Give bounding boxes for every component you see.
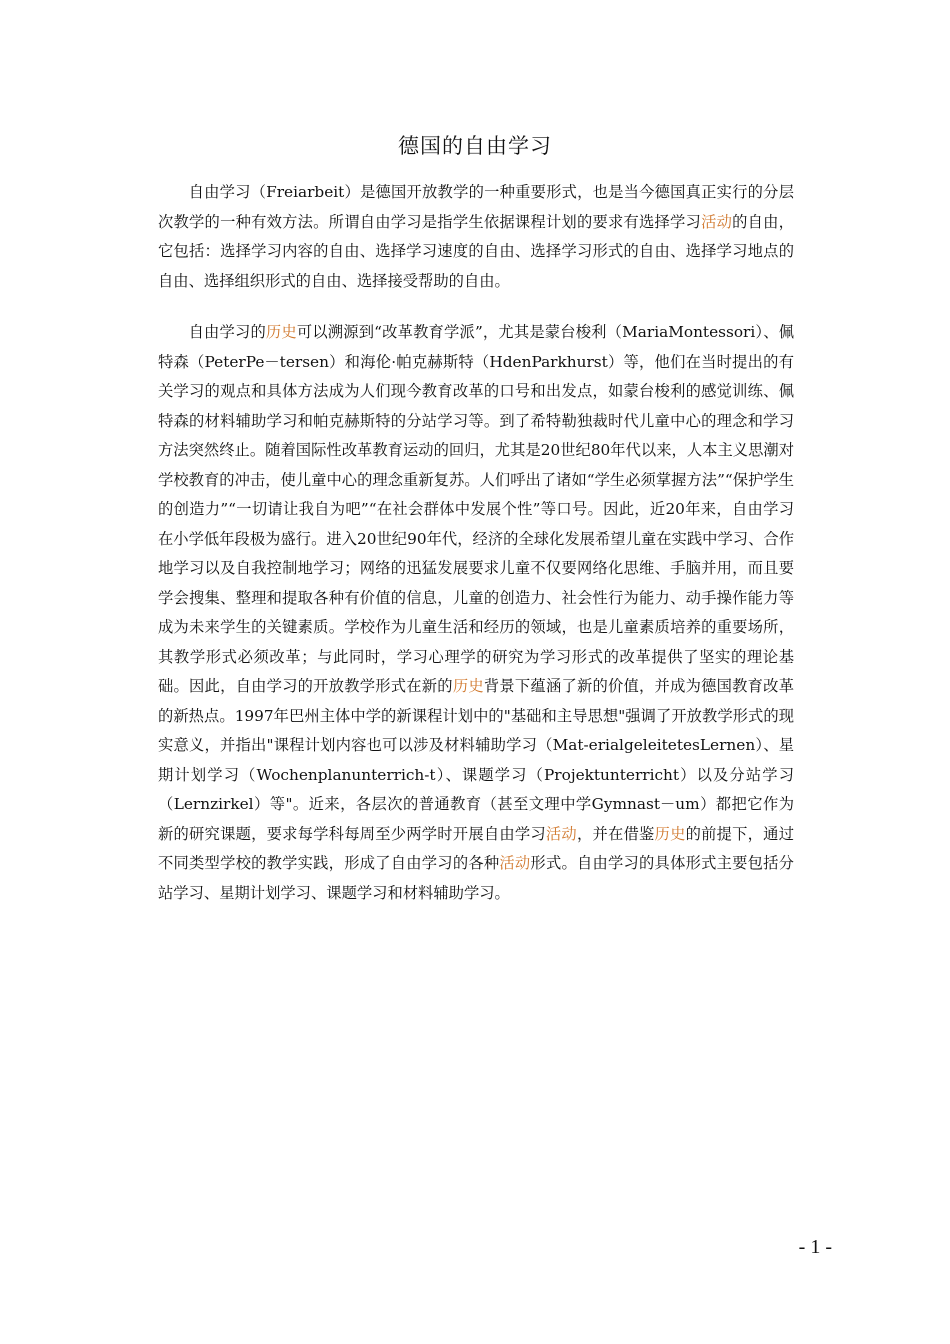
page-number: - 1 -: [798, 1236, 832, 1258]
inline-link[interactable]: 活动: [545, 824, 577, 843]
paragraph-text-run: 背景下蕴涵了新的价值，并成为德国教育改革的新热点。1997年巴州主体中学的新课程计划中的"基础和主导思想"强调了开放教学形式的现实意义，并指出"课程计划内容也可以涉及材料辅助学习（Mat-erialgeleitetesLernen）、星期计划学习（Wochenplanunterrich-t）、课题学习（Projektunterricht）以及分站学习（Lernzirkel）等"。近来，各层次的普通教育（甚至文理中学Gymnast－um）都把它作为新的研究课题，要求每学科每周至少两学时开展自由学习: [158, 677, 794, 843]
document-title: 德国的自由学习: [398, 134, 552, 158]
inline-link[interactable]: 历史: [452, 677, 484, 695]
paragraph-text-run: ，并在借鉴: [576, 824, 655, 843]
paragraph-text-run: 的自由，它包括：选择学习内容的自由、选择学习速度的自由、选择学习形式的自由、选择学习地点的自由、选择组织形式的自由、选择接受帮助的自由。: [158, 212, 794, 290]
paragraph-1: [158, 178, 794, 296]
paragraph-2-text: [158, 318, 794, 908]
paragraph-text-run: 自由学习的: [188, 323, 266, 341]
paragraph-text-run: 自由学习（Freiarbeit）是德国开放教学的一种重要形式，也是当今德国真正实行的分层次教学的一种有效方法。所谓自由学习是指学生依据课程计划的要求有选择学习: [158, 183, 794, 231]
inline-link[interactable]: 历史: [265, 323, 297, 341]
paragraph-text-run: 的前提下，通过不同类型学校的教学实践，形成了自由学习的各种: [158, 824, 794, 872]
inline-link[interactable]: 活动: [499, 854, 531, 872]
paragraph-1-text: [158, 178, 794, 296]
inline-link[interactable]: 历史: [654, 824, 686, 843]
inline-link[interactable]: 活动: [701, 212, 733, 231]
paragraph-text-run: 可以溯源到“改革教育学派”，尤其是蒙台梭利（MariaMontessori）、佩特森（PeterPe－tersen）和海伦·帕克赫斯特（HdenParkhurst）等，他们在当时提出的有关学习的观点和具体方法成为人们现今教育改革的口号和出发点，如蒙台梭利的感觉训练、佩特森的材料辅助学习和帕克赫斯特的分站学习等。到了希特勒独裁时代儿童中心的理念和学习方法突然终止。随着国际性改革教育运动的回归，尤其是20世纪80年代以来，人本主义思潮对学校教育的冲击，使儿童中心的理念重新复苏。人们呼出了诸如“学生必须掌握方法”“保护学生的创造力”“一切请让我自为吧”“在社会群体中发展个性”等口号。因此，近20年来，自由学习在小学低年段极为盛行。进入20世纪90年代，经济的全球化发展希望儿童在实践中学习、合作地学习以及自我控制地学习；网络的迅猛发展要求儿童不仅要网络化思维、手脑并用，而且要学会搜集、整理和提取各种有价值的信息，儿童的创造力、社会性行为能力、动手操作能力等成为未来学生的关键素质。学校作为儿童生活和经历的领域，也是儿童素质培养的重要场所，其教学形式必须改革；与此同时，学习心理学的研究为学习形式的改革提供了坚实的理论基础。因此，自由学习的开放教学形式在新的: [158, 323, 794, 695]
paragraph-text-run: 形式。自由学习的具体形式主要包括分站学习、星期计划学习、课题学习和材料辅助学习。: [158, 854, 794, 902]
paragraph-2: [158, 318, 794, 908]
